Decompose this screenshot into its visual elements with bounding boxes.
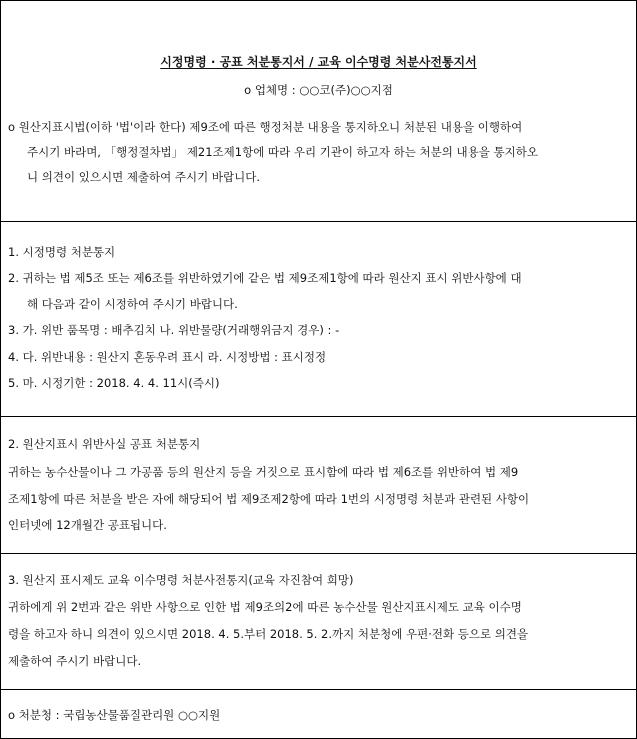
- section3-heading: 3. 원산지 표시제도 교육 이수명령 처분사전통지(교육 자진참여 희망): [8, 573, 354, 587]
- section-education-order: [1, 553, 636, 689]
- document-title: 시정명령 · 공표 처분통지서 / 교육 이수명령 처분사전통지서: [160, 55, 477, 69]
- section2-line-2: 조제1항에 따른 처분을 받은 자에 해당되어 법 제9조제2항에 따라 1번의 시정명령 처분과 관련된 사항이: [8, 492, 530, 506]
- section-correction-order: [1, 221, 636, 416]
- footer-section: [1, 689, 636, 738]
- section1-line-2: 2. 귀하는 법 제5조 또는 제6조를 위반하였기에 같은 법 제9조제1항에 따라 원산지 표시 위반사항에 대: [8, 271, 522, 285]
- header-section: [1, 1, 636, 221]
- section2-line-3: 인터넷에 12개월간 공표됩니다.: [8, 518, 167, 532]
- section2-line-1: 귀하는 농수산물이나 그 가공품 등의 원산지 등을 거짓으로 표시함에 따라 법 제6조를 위반하여 법 제9: [8, 465, 519, 479]
- section1-line-3: 3. 가. 위반 품목명 : 배추김치 나. 위반물량(거래행위금지 경우) : -: [8, 323, 340, 337]
- company-line: o 업체명 : ○○코(주)○○지점: [244, 83, 393, 97]
- section3-line-3: 제출하여 주시기 바랍니다.: [8, 654, 142, 668]
- section3-line-1: 귀하에게 위 2번과 같은 위반 사항으로 인한 법 제9조의2에 따른 농수산물 원산지표시제도 교육 이수명: [8, 600, 522, 614]
- section1-line-4: 4. 다. 위반내용 : 원산지 혼동우려 표시 라. 시정방법 : 표시정정: [8, 350, 327, 364]
- intro-line-3: 니 의견이 있으시면 제출하여 주시기 바랍니다.: [27, 170, 261, 184]
- section1-line-2b: 해 다음과 같이 시정하여 주시기 바랍니다.: [27, 297, 238, 311]
- section3-line-2: 령을 하고자 하니 의견이 있으시면 2018. 4. 5.부터 2018. 5. 2.까지 처분청에 우편·전화 등으로 의견을: [8, 627, 529, 641]
- intro-line-1: o 원산지표시법(이하 '법'이라 한다) 제9조에 따른 행정처분 내용을 통지하오니 처분된 내용을 이행하여: [8, 120, 523, 134]
- section2-heading: 2. 원산지표시 위반사실 공표 처분통지: [8, 437, 201, 451]
- authority-line: o 처분청 : 국립농산물품질관리원 ○○지원: [8, 708, 221, 722]
- section-public-disclosure: [1, 416, 636, 553]
- section1-line-5: 5. 마. 시정기한 : 2018. 4. 4. 11시(즉시): [8, 376, 220, 390]
- intro-line-2: 주시기 바라며, 「행정절차법」 제21조제1항에 따라 우리 기관이 하고자 하는 처분의 내용을 통지하오: [27, 145, 538, 159]
- section1-heading: 1. 시정명령 처분통지: [8, 245, 116, 259]
